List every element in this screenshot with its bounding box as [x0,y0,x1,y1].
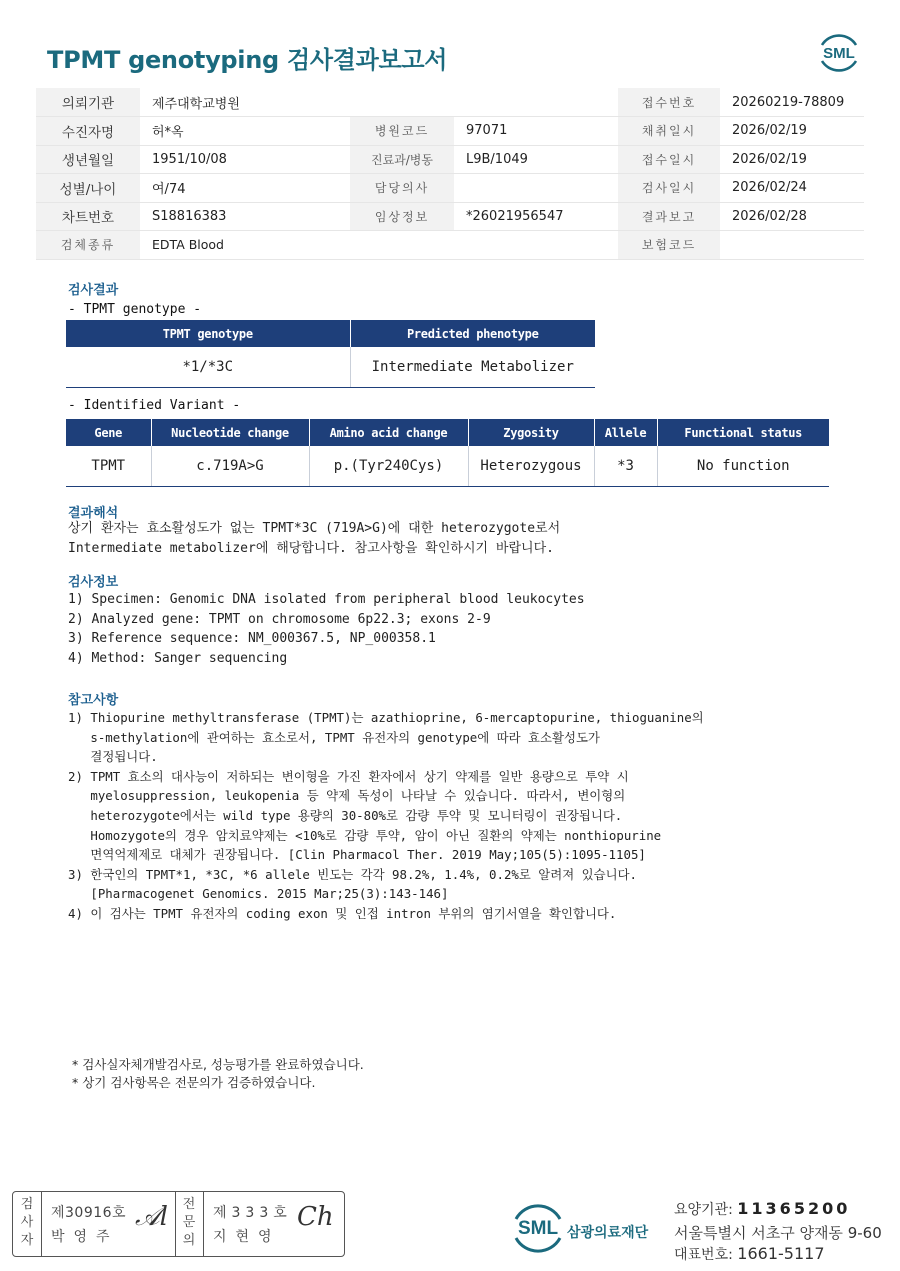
license-number: 제30916호 [51,1205,127,1221]
patient-info-table [36,88,864,260]
license-number: 제333호 [213,1205,292,1221]
signer-name: 지현영 [213,1229,281,1245]
phone-label: 대표번호: [674,1247,733,1263]
text-line: 상기 환자는 효소활성도가 없는 TPMT*3C (719A>G)에 대한 heterozygote로서 [68,521,561,536]
footer-phone [674,1244,825,1264]
info-value: EDTA Blood [140,231,350,260]
signature-label-specialist: 전문의 [182,1197,196,1248]
signer-name: 박영주 [51,1229,119,1245]
list-item: 3) Reference sequence: NM_000367.5, NP_000358.1 [68,631,436,647]
phenotype-value: Intermediate Metabolizer [350,347,595,387]
info-value: *26021956547 [454,202,604,231]
list-item: 결정됩니다. [68,749,158,765]
info-value: 2026/02/19 [720,117,864,146]
info-label: 채취일시 [618,117,720,146]
list-item: [Pharmacogenet Genomics. 2015 Mar;25(3):143-146] [68,886,449,902]
sml-footer-logo-text: SML [517,1218,559,1239]
list-item: 4) Method: Sanger sequencing [68,650,288,666]
info-row [36,174,864,203]
report-title: TPMT genotyping 검사결과보고서 [47,46,448,74]
info-row [36,117,864,146]
variant-subheading: - Identified Variant - [68,398,241,413]
info-value: 2026/02/28 [720,202,864,231]
info-label: 결과보고 [618,202,720,231]
info-label: 담당의사 [350,174,454,203]
info-value: 제주대학교병원 [140,88,350,117]
info-row [36,202,864,231]
phone-value: 1661-5117 [737,1244,825,1263]
table-row [66,446,829,486]
info-value: 2026/02/19 [720,145,864,174]
info-label: 성별/나이 [36,174,140,203]
info-label: 임상정보 [350,202,454,231]
info-label: 생년월일 [36,145,140,174]
list-item: 4) 이 검사는 TPMT 유전자의 coding exon 및 인접 intron 부위의 염기서열을 확인합니다. [68,905,617,921]
list-item: myelosuppression, leukopenia 등 약제 독성이 나타날 수 있습니다. 따라서, 변이형의 [68,788,626,804]
table-cell: TPMT [66,446,151,486]
text-line: Intermediate metabolizer에 해당합니다. 참고사항을 확인하시기 바랍니다. [68,540,554,556]
genotype-value: *1/*3C [66,347,350,387]
institution-code [674,1199,850,1219]
info-row [36,145,864,174]
info-label: 의뢰기관 [36,88,140,117]
table-header: Nucleotide change [151,419,309,446]
footnote: * 상기 검사항목은 전문의가 검증하였습니다. [72,1075,316,1090]
info-value: L9B/1049 [454,145,604,174]
table-header: Amino acid change [309,419,468,446]
info-value: 20260219-78809 [720,88,864,117]
list-item: 1) Specimen: Genomic DNA isolated from peripheral blood leukocytes [68,592,585,607]
table-row [66,347,595,387]
info-label: 병원코드 [350,117,454,146]
interpretation-text [68,519,560,558]
list-item: 2) Analyzed gene: TPMT on chromosome 6p22.3; exons 2-9 [68,611,491,627]
institution-code-label: 요양기관: [674,1202,733,1218]
genotype-subheading: - TPMT genotype - [68,302,202,317]
signature-mark: 𝒜l [135,1202,168,1232]
info-label: 진료과/병동 [350,145,454,174]
info-label: 보험코드 [618,231,720,260]
table-cell: c.719A>G [151,446,309,486]
table-header: Zygosity [468,419,594,446]
genotype-table [66,320,595,388]
info-value [720,231,864,260]
list-item: 1) Thiopurine methyltransferase (TPMT)는 azathioprine, 6-mercaptopurine, thioguanine의 [68,710,704,725]
test-info-heading: 검사정보 [68,575,119,590]
signature-mark: Ch [297,1202,334,1232]
info-label: 수진자명 [36,117,140,146]
list-item: Homozygote의 경우 암치료약제는 <10%로 감량 투약, 암이 아닌 질환의 약제는 nonthiopurine [68,827,662,843]
info-label: 접수번호 [618,88,720,117]
signature-box [12,1191,345,1257]
table-header: Allele [594,419,657,446]
sml-logo-text: SML [823,45,855,62]
info-label: 차트번호 [36,202,140,231]
info-value [454,174,604,203]
result-heading: 검사결과 [68,283,119,298]
info-value: S18816383 [140,202,350,231]
interpretation-heading: 결과해석 [68,506,119,521]
info-value: 2026/02/24 [720,174,864,203]
info-label: 검체종류 [36,231,140,260]
info-row [36,231,864,260]
list-item: s-methylation에 관여하는 효소로서, TPMT 유전자의 genotype에 따라 효소활성도가 [68,729,600,745]
footer-address: 서울특별시 서초구 양재동 9-60 [674,1224,882,1242]
references-list [68,708,704,924]
table-header: Predicted phenotype [350,320,595,347]
sml-logo [816,30,862,76]
footnote: * 검사실자체개발검사로, 성능평가를 완료하였습니다. [72,1057,364,1072]
signature-label-tester: 검사자 [20,1197,34,1248]
foundation-name: 삼광의료재단 [567,1225,649,1241]
list-item: heterozygote에서는 wild type 용량의 30-80%로 감량 투약 및 모니터링이 권장됩니다. [68,807,623,823]
info-value: 97071 [454,117,604,146]
info-value: 1951/10/08 [140,145,350,174]
table-header: TPMT genotype [66,320,350,347]
table-header: Gene [66,419,151,446]
table-cell: Heterozygous [468,446,594,486]
institution-code-value: 11365200 [737,1199,851,1218]
references-heading: 참고사항 [68,693,119,708]
table-cell: *3 [594,446,657,486]
list-item: 면역억제제로 대체가 권장됩니다. [Clin Pharmacol Ther. 2019 May;105(5):1095-1105] [68,847,646,863]
variant-table [66,419,829,487]
info-row [36,88,864,117]
info-value: 허*옥 [140,117,350,146]
list-item: 2) TPMT 효소의 대사능이 저하되는 변이형을 가진 환자에서 상기 약제를 일반 용량으로 투약 시 [68,768,629,784]
info-label: 접수일시 [618,145,720,174]
table-header: Functional status [657,419,829,446]
info-label: 검사일시 [618,174,720,203]
test-info-list [68,590,585,668]
table-cell: p.(Tyr240Cys) [309,446,468,486]
info-value: 여/74 [140,174,350,203]
sml-footer-logo [510,1200,566,1256]
table-cell: No function [657,446,829,486]
list-item: 3) 한국인의 TPMT*1, *3C, *6 allele 빈도는 각각 98.2%, 1.4%, 0.2%로 알려져 있습니다. [68,866,638,882]
